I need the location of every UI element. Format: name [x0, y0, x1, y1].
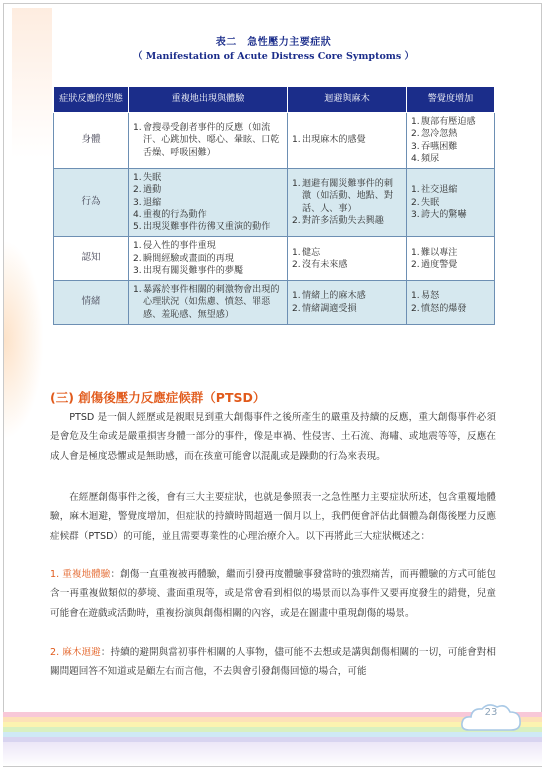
item-text: 易怒 [421, 291, 440, 302]
cell-list-item [133, 265, 283, 277]
table-cell [407, 113, 495, 169]
item-number: 2. [292, 215, 301, 226]
item-text: 腹部有壓迫感 [421, 117, 476, 127]
cell-list-item [133, 172, 283, 184]
page-number: 23 [484, 707, 498, 718]
table-row [54, 113, 495, 169]
paragraph: 在經歷創傷事件之後，會有三大主要症狀，也就是參照表一之急性壓力主要症狀所述，包含重覆地體驗，麻木迴避，警覺度增加，但症狀的持續時間超過一個月以上，我們便會評估此個體為創傷後壓力反應症候群（PTSD）的可能，並且需要專業性的心理治療介入。以下再將此三大症狀概述之： [50, 492, 496, 542]
table-row [54, 237, 495, 281]
item-number: 5. [133, 222, 142, 233]
item-number: 1. [292, 291, 301, 302]
cell-list-item [411, 290, 490, 302]
cell-list-item [411, 116, 490, 128]
table-header-cell: 警覺度增加 [407, 87, 495, 113]
item-text: 頻尿 [421, 153, 440, 164]
cell-list-item [133, 209, 283, 221]
item-text: 過動 [143, 185, 162, 196]
symptom-table [53, 86, 495, 325]
item-number: 2. [411, 259, 420, 270]
item-text: 會搜尋受創者事件的反應（如流汗、心跳加快、噁心、暈眩、口乾舌燥、呼吸困難） [143, 123, 280, 158]
item-text: 出現災難事件彷彿又重演的動作 [143, 222, 271, 233]
table-cell [129, 169, 288, 237]
row-label: 行為 [54, 169, 129, 237]
item-number: 2. [411, 129, 420, 140]
item-number: 1. [133, 173, 142, 184]
row-label: 身體 [54, 113, 129, 169]
item-number: 1. [292, 135, 301, 146]
item-number: 4. [133, 209, 142, 220]
item-text: 迴避有關災難事件的刺激（如活動、地點、對話、人、事） [302, 179, 393, 214]
item-number: 1. [133, 285, 142, 296]
item-text: 侵入性的事件重現 [143, 241, 216, 252]
list-item-label: 1. 重複地體驗 [50, 569, 111, 580]
cell-list-item [133, 184, 283, 196]
item-text: 沒有未來感 [302, 259, 348, 270]
table-subtitle: （ Manifestation of Acute Distress Core Symptoms ） [133, 51, 414, 62]
table-cell [288, 113, 407, 169]
item-number: 1. [411, 291, 420, 302]
cell-list-item [411, 128, 490, 140]
row-label: 情緒 [54, 281, 129, 325]
item-text: 失眠 [421, 197, 440, 208]
table-row [54, 281, 495, 325]
item-number: 2. [133, 185, 142, 196]
cell-list-item [292, 303, 402, 315]
table-cell [407, 169, 495, 237]
item-number: 2. [411, 197, 420, 208]
cell-list-item [292, 247, 402, 259]
table-cell [407, 281, 495, 325]
cell-list-item [411, 209, 490, 221]
item-number: 1. [133, 123, 142, 134]
item-number: 3. [133, 265, 142, 276]
cell-list-item [133, 221, 283, 233]
cell-list-item [133, 122, 283, 159]
cell-list-item [133, 284, 283, 321]
cell-list-item [411, 259, 490, 271]
item-text: 健忘 [302, 247, 321, 258]
decorative-gradient [12, 8, 52, 158]
item-text: 重複的行為動作 [143, 209, 207, 220]
item-text: 過度警覺 [421, 259, 458, 270]
table-header-cell: 重複地出現與體驗 [129, 87, 288, 113]
cell-list-item [133, 240, 283, 252]
list-item-avoidance [50, 643, 496, 682]
item-text: 忽冷忽熱 [421, 129, 458, 140]
item-number: 2. [133, 253, 142, 264]
item-text: 退縮 [143, 197, 162, 208]
item-number: 1. [411, 185, 420, 196]
cell-list-item [292, 259, 402, 271]
table-cell [288, 281, 407, 325]
decorative-glow [4, 240, 44, 440]
cell-list-item [292, 290, 402, 302]
item-number: 1. [292, 179, 301, 190]
table-cell [407, 237, 495, 281]
list-item-text: ：持續的避開與當初事件相關的人事物，儘可能不去想或是講與創傷相關的一切，可能會對相關問題回答不知道或是顧左右而言他，不去與會引發創傷回憶的場合，可能 [50, 647, 497, 678]
table-header-cell: 迴避與麻木 [288, 87, 407, 113]
item-number: 2. [292, 303, 301, 314]
item-text: 難以專注 [421, 247, 458, 258]
table-cell [288, 169, 407, 237]
item-text: 出現麻木的感覺 [302, 135, 366, 146]
item-number: 3. [411, 141, 420, 152]
list-item-reexperiencing [50, 565, 496, 623]
item-number: 1. [292, 247, 301, 258]
table-header-row [54, 87, 495, 113]
item-number: 3. [133, 197, 142, 208]
item-text: 情緒調適受損 [302, 303, 357, 314]
table-row [54, 169, 495, 237]
item-number: 2. [292, 259, 301, 270]
table-cell [129, 113, 288, 169]
cell-list-item [292, 178, 402, 215]
item-number: 2. [411, 303, 420, 314]
cell-list-item [411, 141, 490, 153]
table-header-cell: 症狀反應的型態 [54, 87, 129, 113]
item-text: 暴露於事件相關的刺激物會出現的心理狀況（如焦慮、憤怒、罪惡感、羞恥感、無望感） [143, 285, 280, 320]
item-number: 4. [411, 153, 420, 164]
item-number: 1. [411, 117, 420, 127]
cell-list-item [411, 184, 490, 196]
item-text: 情緒上的麻木感 [302, 291, 366, 302]
item-text: 瞬間經驗或畫面的再現 [143, 253, 234, 264]
item-text: 失眠 [143, 173, 162, 184]
item-text: 吞嚥困難 [421, 141, 458, 152]
section-heading: (三) 創傷後壓力反應症候群（PTSD） [50, 390, 266, 405]
cell-list-item [292, 215, 402, 227]
table-cell [288, 237, 407, 281]
item-text: 憤怒的爆發 [421, 303, 467, 314]
row-label: 認知 [54, 237, 129, 281]
table-cell [129, 237, 288, 281]
cell-list-item [411, 153, 490, 165]
table-title: 表二 急性壓力主要症狀 [215, 37, 332, 48]
item-number: 1. [133, 241, 142, 252]
table-cell [129, 281, 288, 325]
cell-list-item [133, 197, 283, 209]
cell-list-item [411, 303, 490, 315]
item-text: 出現有關災難事件的夢魘 [143, 265, 244, 276]
cell-list-item [292, 134, 402, 146]
item-text: 社交退縮 [421, 185, 458, 196]
item-text: 誇大的驚嚇 [421, 209, 467, 220]
cell-list-item [411, 197, 490, 209]
item-text: 對許多活動失去興趣 [302, 215, 384, 226]
cell-list-item [133, 253, 283, 265]
item-number: 3. [411, 209, 420, 220]
list-item-text: ：創傷一直重複被再體驗，繼而引發再度體驗事發當時的強烈痛苦，而再體驗的方式可能包含一再重複做類似的夢境、畫面重現等，或是常會看到相似的場景而以為事件又要再度發生的錯覺，兒童可能會在遊戲或活動時，重複扮演與創傷相關的內容，或是在圖畫中重現創傷的場景。 [50, 569, 497, 619]
cell-list-item [411, 247, 490, 259]
list-item-label: 2. 麻木迴避 [50, 647, 101, 658]
item-number: 1. [411, 247, 420, 258]
paragraph: PTSD 是一個人經歷或是親眼見到重大創傷事件之後所產生的嚴重及持續的反應，重大創傷事件必須是會危及生命或是嚴重損害身體一部分的事件，像是車禍、性侵害、土石流、海嘯、或地震等等，反應在成人會是極度恐懼或是無助感，而在孩童可能會以混亂或是躁動的行為來表現。 [50, 412, 496, 462]
